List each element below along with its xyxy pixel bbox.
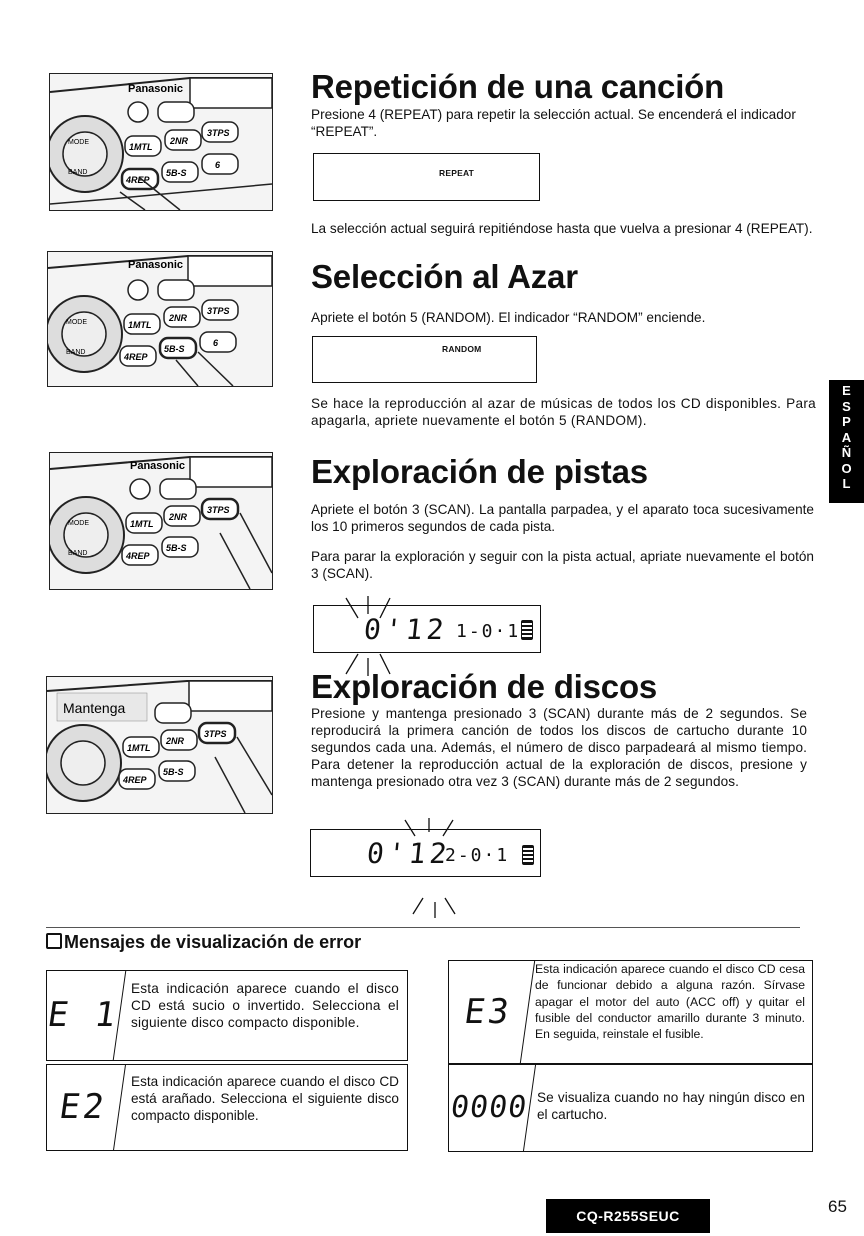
svg-text:1MTL: 1MTL (129, 142, 153, 152)
text-random-after: Se hace la reproducción al azar de músicas de todos los CD disponibles. Para apagarla, apriete nuevamente el botón 5 (RANDOM). (311, 396, 816, 428)
stereo-faceplate-drawing (47, 677, 272, 813)
svg-text:4REP: 4REP (123, 775, 147, 785)
svg-text:4REP: 4REP (124, 352, 148, 362)
divider (46, 927, 800, 928)
svg-text:2NR: 2NR (170, 136, 189, 146)
page-number: 65 (828, 1197, 847, 1216)
stereo-faceplate-drawing (50, 74, 272, 210)
svg-text:1MTL: 1MTL (127, 743, 151, 753)
text-disc-scan: Presione y mantenga presionado 3 (SCAN) durante más de 2 segundos. Se reproducirá la primera canción de todos los discos de cartucho durante 10 segundos cada una. Además, el número de disco parpadeará al mismo tiempo. Para detener la reproducción actual de la exploración de discos, presione y mantenga presionado otra vez 3 (SCAN) durante más de 2 segundos. (311, 706, 807, 789)
error-text-0000: Se visualiza cuando no hay ningún disco en el cartucho. (537, 1090, 805, 1122)
disc-icon (521, 620, 533, 640)
svg-text:MODE: MODE (68, 139, 89, 146)
text-repeat: Presione 4 (REPEAT) para repetir la selección actual. Se encenderá el indicador “REPEAT”. (311, 107, 796, 139)
blink-marks (310, 596, 430, 676)
svg-text:5B-S: 5B-S (163, 767, 184, 777)
svg-text:MODE: MODE (66, 319, 87, 326)
text-random: Apriete el botón 5 (RANDOM). El indicador “RANDOM” enciende. (311, 310, 706, 325)
heading-repeat: Repetición de una canción (311, 68, 725, 105)
error-e3 (448, 960, 813, 1064)
svg-text:4REP: 4REP (126, 551, 150, 561)
model-label: CQ-R255SEUC (546, 1199, 710, 1233)
error-heading: Mensajes de visualización de error (46, 932, 361, 953)
svg-text:3TPS: 3TPS (204, 729, 227, 739)
svg-text:5B-S: 5B-S (166, 543, 187, 553)
stereo-faceplate-drawing (50, 453, 272, 589)
error-e1 (46, 970, 408, 1061)
svg-text:1MTL: 1MTL (130, 519, 154, 529)
brand-text: Panasonic (128, 83, 184, 95)
error-text-e1: Esta indicación aparece cuando el disco CD está sucio o invertido. Selecciona el siguiente disco compacto disponible. (131, 981, 399, 1030)
indicator-random: RANDOM (442, 344, 482, 354)
svg-text:2NR: 2NR (169, 512, 188, 522)
text-track-scan-2: Para parar la exploración y seguir con la pista actual, apriate nuevamente el botón 3 (SCAN). (311, 549, 814, 581)
display-time: 0'12 (365, 837, 453, 870)
heading-disc-scan: Exploración de discos (311, 668, 658, 705)
illustration-repeat (49, 73, 273, 211)
error-0000 (448, 1064, 813, 1152)
disc-icon (522, 845, 534, 865)
error-code-e3: E3 (442, 961, 535, 1063)
svg-text:3TPS: 3TPS (207, 306, 230, 316)
svg-text:BAND: BAND (68, 550, 88, 557)
svg-text:Panasonic: Panasonic (130, 460, 186, 472)
svg-text:6: 6 (215, 160, 221, 170)
error-code-e1: E 1 (41, 971, 127, 1060)
svg-text:5B-S: 5B-S (166, 168, 187, 178)
illustration-disc-scan (46, 676, 273, 814)
error-text-e2: Esta indicación aparece cuando el disco CD está arañado. Selecciona el siguiente disco compacto disponible. (131, 1074, 399, 1123)
display-track: 1-0·1 (456, 621, 521, 642)
svg-text:BAND: BAND (66, 349, 86, 356)
text-track-scan: Apriete el botón 3 (SCAN). La pantalla parpadea, y el aparato toca sucesivamente los 10 primeros segundos de cada pista. (311, 502, 814, 534)
svg-text:2NR: 2NR (169, 313, 188, 323)
error-e2 (46, 1064, 408, 1151)
svg-text:4REP: 4REP (126, 175, 150, 185)
indicator-box-random (312, 336, 537, 383)
svg-text:6: 6 (213, 338, 219, 348)
error-code-e2: E2 (41, 1065, 126, 1150)
hold-label: Mantenga (63, 700, 126, 716)
heading-track-scan: Exploración de pistas (311, 453, 648, 490)
svg-text:BAND: BAND (68, 169, 88, 176)
text-repeat-after: La selección actual seguirá repitiéndose hasta que vuelva a presionar 4 (REPEAT). (311, 221, 813, 236)
illustration-random (47, 251, 273, 387)
illustration-track-scan (49, 452, 273, 590)
error-text-e3: Esta indicación aparece cuando el disco CD cesa de funcionar debido a alguna razón. Sírvase apagar el motor del auto (ACC off) y quitar el fusible del conductor amarillo durante 3 minuto. En seguida, reinstale el fusible. (535, 962, 805, 1042)
svg-text:2NR: 2NR (166, 736, 185, 746)
stereo-faceplate-drawing (48, 252, 272, 386)
svg-text:3TPS: 3TPS (207, 505, 230, 515)
display-disc: 2-0·1 (445, 845, 510, 866)
indicator-repeat: REPEAT (439, 168, 475, 178)
checkbox-icon (46, 933, 62, 949)
svg-text:5B-S: 5B-S (164, 344, 185, 354)
indicator-box-repeat (313, 153, 540, 201)
svg-text:3TPS: 3TPS (207, 128, 230, 138)
heading-random: Selección al Azar (311, 258, 578, 295)
error-code-0000: 0000 (443, 1065, 536, 1151)
language-tab: E S P A Ñ O L (829, 380, 864, 503)
svg-text:Panasonic: Panasonic (128, 259, 184, 271)
display-time: 0'12 (362, 613, 450, 646)
svg-text:MODE: MODE (68, 520, 89, 527)
blink-marks (385, 818, 475, 918)
svg-text:1MTL: 1MTL (128, 320, 152, 330)
